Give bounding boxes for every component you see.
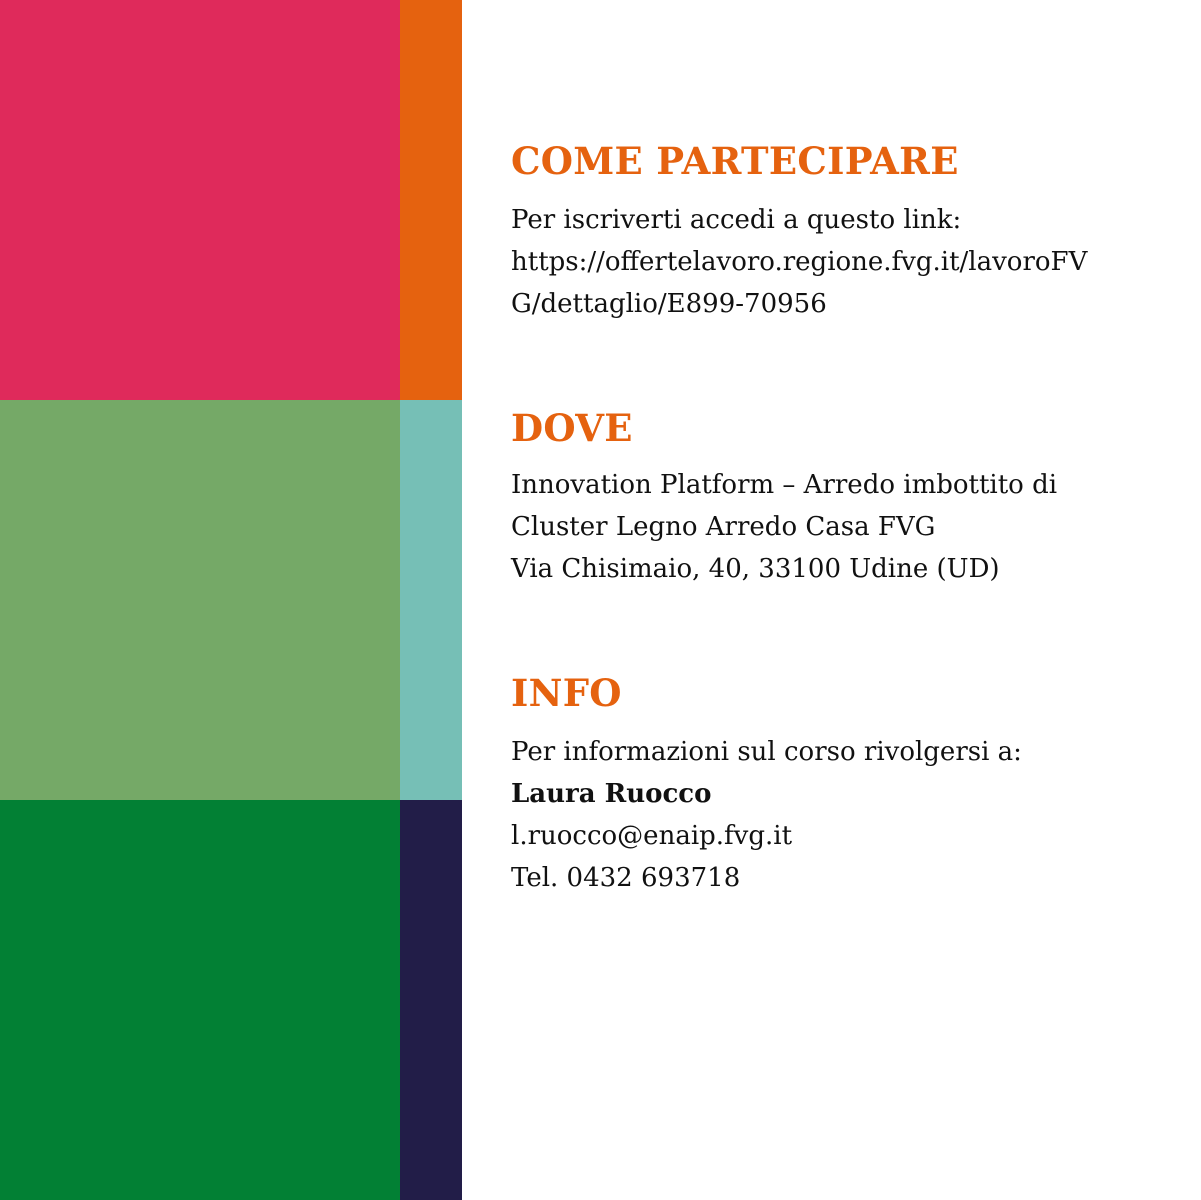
color-block-pink xyxy=(0,0,400,400)
section-title-info: INFO xyxy=(511,671,622,715)
section-body-dove xyxy=(511,464,1057,590)
section-title-dove: DOVE xyxy=(511,406,633,450)
section-title-come-partecipare: COME PARTECIPARE xyxy=(511,139,959,183)
contact-email[interactable]: l.ruocco@enaip.fvg.it xyxy=(511,821,793,851)
signup-link-line-1[interactable]: https://offertelavoro.regione.fvg.it/lavoroFV xyxy=(511,247,1088,277)
color-strip-navy xyxy=(400,800,462,1200)
contact-name: Laura Ruocco xyxy=(511,779,712,809)
color-block-green xyxy=(0,800,400,1200)
venue-name: Innovation Platform – Arredo imbottito di xyxy=(511,470,1058,500)
info-intro: Per informazioni sul corso rivolgersi a: xyxy=(511,737,1022,767)
signup-link-line-2[interactable]: G/dettaglio/E899-70956 xyxy=(511,289,827,319)
color-strip-orange xyxy=(400,0,462,400)
contact-phone: Tel. 0432 693718 xyxy=(511,863,741,893)
venue-organization: Cluster Legno Arredo Casa FVG xyxy=(511,512,936,542)
color-block-sage xyxy=(0,400,400,800)
section-body-come-partecipare xyxy=(511,199,1087,325)
signup-instruction: Per iscriverti accedi a questo link: xyxy=(511,205,962,235)
section-body-info xyxy=(511,731,1022,899)
venue-address: Via Chisimaio, 40, 33100 Udine (UD) xyxy=(511,554,1000,584)
color-strip-teal xyxy=(400,400,462,800)
